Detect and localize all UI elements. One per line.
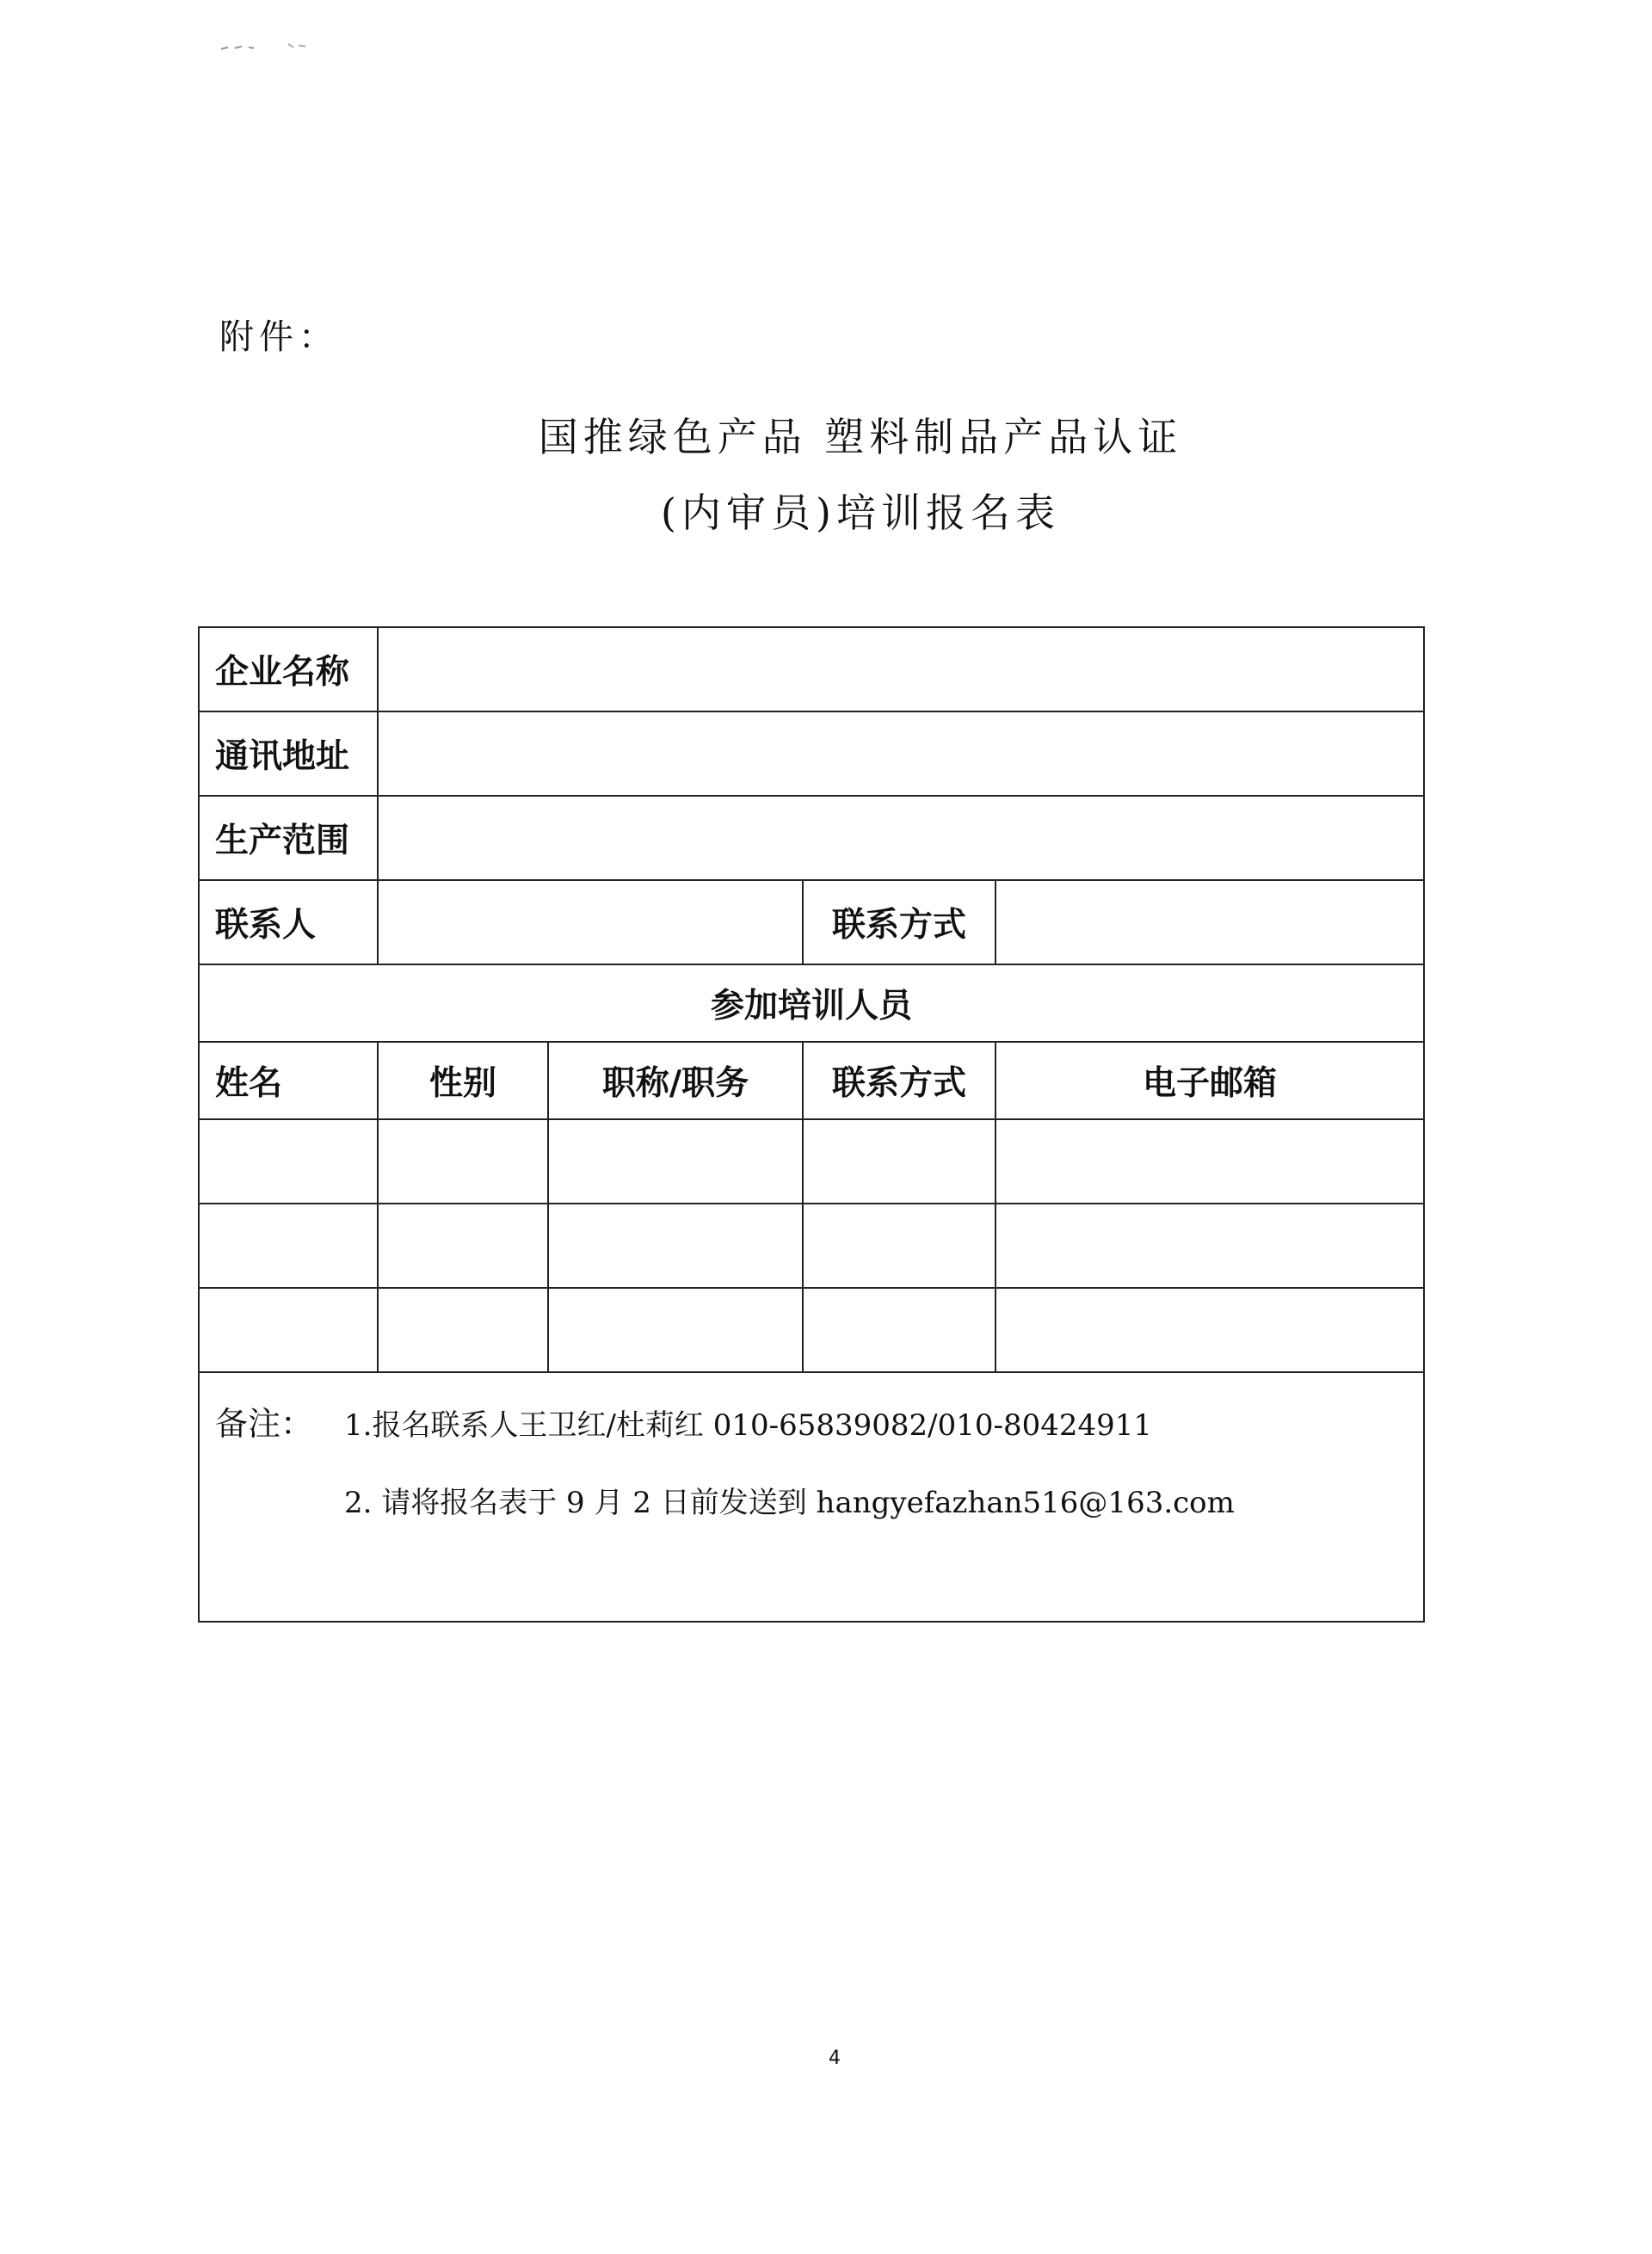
production-scope-label: 生产范围	[199, 796, 378, 880]
participant-gender-cell[interactable]	[378, 1119, 548, 1204]
contact-person-label: 联系人	[199, 880, 378, 964]
participants-columns-row	[199, 1042, 1424, 1119]
participant-name-cell[interactable]	[199, 1119, 378, 1204]
participant-contact-cell[interactable]	[803, 1288, 996, 1372]
participants-header-row	[199, 964, 1424, 1042]
contact-method-field[interactable]	[996, 880, 1424, 964]
attachment-label: 附件：	[219, 317, 338, 357]
column-title-position: 职称/职务	[548, 1042, 803, 1119]
column-name: 姓名	[199, 1042, 378, 1119]
contact-method-label: 联系方式	[803, 880, 996, 964]
address-row	[199, 711, 1424, 796]
notes-first-line	[215, 1397, 1408, 1444]
address-label: 通讯地址	[199, 711, 378, 796]
company-name-field[interactable]	[378, 627, 1424, 711]
notes-row	[199, 1372, 1424, 1622]
address-field[interactable]	[378, 711, 1424, 796]
participant-name-cell[interactable]	[199, 1204, 378, 1288]
column-gender: 性别	[378, 1042, 548, 1119]
contact-person-field[interactable]	[378, 880, 803, 964]
scan-artifact-marks	[219, 39, 323, 56]
participant-contact-cell[interactable]	[803, 1204, 996, 1288]
participant-gender-cell[interactable]	[378, 1204, 548, 1288]
participant-gender-cell[interactable]	[378, 1288, 548, 1372]
participant-title-cell[interactable]	[548, 1288, 803, 1372]
form-title-line-2: (内审员)培训报名表	[661, 490, 1060, 536]
form-title-line-1: 国推绿色产品 塑料制品产品认证	[538, 414, 1183, 460]
production-scope-field[interactable]	[378, 796, 1424, 880]
production-scope-row	[199, 796, 1424, 880]
participant-email-cell[interactable]	[996, 1119, 1424, 1204]
note-submission-info: 2. 请将报名表于 9 月 2 日前发送到 hangyefazhan516@163.com	[344, 1486, 1235, 1520]
participant-row	[199, 1119, 1424, 1204]
column-email: 电子邮箱	[996, 1042, 1424, 1119]
column-contact-method: 联系方式	[803, 1042, 996, 1119]
notes-cell	[199, 1372, 1424, 1622]
participant-row	[199, 1288, 1424, 1372]
participant-name-cell[interactable]	[199, 1288, 378, 1372]
participants-header: 参加培训人员	[199, 964, 1424, 1042]
participant-title-cell[interactable]	[548, 1119, 803, 1204]
participant-title-cell[interactable]	[548, 1204, 803, 1288]
participant-contact-cell[interactable]	[803, 1119, 996, 1204]
contact-row	[199, 880, 1424, 964]
participant-email-cell[interactable]	[996, 1204, 1424, 1288]
note-contact-info: 1.报名联系人王卫红/杜莉红 010-65839082/010-80424911	[344, 1408, 1153, 1443]
participant-row	[199, 1204, 1424, 1288]
page-number: 4	[829, 2048, 841, 2069]
notes-label: 备注：	[215, 1405, 314, 1443]
company-name-label: 企业名称	[199, 627, 378, 711]
registration-form-table	[198, 626, 1425, 1623]
participant-email-cell[interactable]	[996, 1288, 1424, 1372]
company-name-row	[199, 627, 1424, 711]
